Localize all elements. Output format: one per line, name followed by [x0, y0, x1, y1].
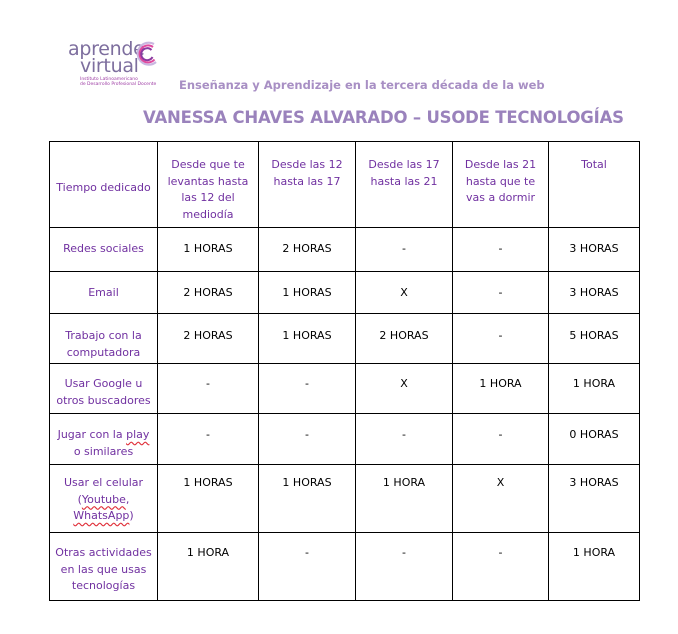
row-label — [50, 465, 158, 533]
spellcheck-word: WhatsApp — [73, 509, 130, 522]
table-cell: 1 HORA — [549, 533, 640, 601]
row-label-part: Usar el celular ( — [63, 476, 144, 506]
table-cell: 3 HORAS — [549, 228, 640, 272]
table-row — [50, 228, 640, 272]
table-cell: 1 HORAS — [158, 228, 259, 272]
spellcheck-word: Youtube — [81, 492, 126, 506]
page-subtitle: Enseñanza y Aprendizaje en la tercera década de la web — [179, 78, 545, 92]
logo-swirl-icon — [132, 40, 160, 70]
table-cell: 2 HORAS — [158, 314, 259, 364]
table-cell: 1 HORAS — [259, 465, 356, 533]
table-cell: X — [356, 272, 453, 314]
row-label: Usar Google u otros buscadores — [50, 364, 158, 414]
table-cell: - — [259, 364, 356, 414]
page-title: VANESSA CHAVES ALVARADO – USODE TECNOLOGÍAS — [143, 108, 624, 127]
table-cell: 3 HORAS — [549, 272, 640, 314]
table-cell: 1 HORA — [549, 364, 640, 414]
logo-subtext-line2: de Desarrollo Profesional Docente — [80, 82, 157, 87]
header-time-dedicated: Tiempo dedicado — [50, 142, 158, 228]
row-label-part: o similares — [73, 444, 134, 458]
row-label: Otras actividades en las que usas tecnologías — [50, 533, 158, 601]
header-afternoon: Desde las 12 hasta las 17 — [259, 142, 356, 228]
table-cell: - — [356, 414, 453, 465]
row-label-part: ) — [129, 509, 134, 522]
table-row — [50, 465, 640, 533]
table-cell: - — [356, 533, 453, 601]
table-cell: - — [259, 533, 356, 601]
row-label: Redes sociales — [50, 228, 158, 272]
table-cell: 2 HORAS — [158, 272, 259, 314]
table-cell: 5 HORAS — [549, 314, 640, 364]
table-cell: 1 HORA — [453, 364, 549, 414]
table-row — [50, 364, 640, 414]
table-header-row — [50, 142, 640, 228]
table-cell: X — [356, 364, 453, 414]
table-cell: - — [453, 533, 549, 601]
table-cell: - — [158, 414, 259, 465]
table-cell: 0 HORAS — [549, 414, 640, 465]
table-cell: 1 HORA — [158, 533, 259, 601]
table-cell: 2 HORAS — [356, 314, 453, 364]
table-cell: - — [356, 228, 453, 272]
table-cell: 1 HORA — [356, 465, 453, 533]
row-label-part: Jugar con la — [57, 428, 127, 441]
header-evening: Desde las 17 hasta las 21 — [356, 142, 453, 228]
row-label: Trabajo con la computadora — [50, 314, 158, 364]
table-cell: - — [453, 272, 549, 314]
table-cell: X — [453, 465, 549, 533]
logo-word-aprende: aprende — [68, 38, 145, 60]
table-cell: 1 HORAS — [259, 314, 356, 364]
spellcheck-word: play — [126, 428, 150, 441]
logo-word-virtual: virtual — [80, 55, 139, 77]
header-night: Desde las 21 hasta que te vas a dormir — [453, 142, 549, 228]
table-row — [50, 272, 640, 314]
row-label-part: , — [125, 492, 130, 506]
header-total: Total — [549, 142, 640, 228]
table-cell: 3 HORAS — [549, 465, 640, 533]
table-cell: - — [453, 414, 549, 465]
row-label: Email — [50, 272, 158, 314]
table-cell: - — [259, 414, 356, 465]
technology-usage-table — [49, 141, 640, 601]
table-cell: 2 HORAS — [259, 228, 356, 272]
table-cell: - — [453, 228, 549, 272]
table-cell: - — [453, 314, 549, 364]
header-morning: Desde que te levantas hasta las 12 del mediodía — [158, 142, 259, 228]
table-row — [50, 533, 640, 601]
table-cell: - — [158, 364, 259, 414]
table-cell: 1 HORAS — [158, 465, 259, 533]
table-row — [50, 414, 640, 465]
table-cell: 1 HORAS — [259, 272, 356, 314]
logo-subtext-line1: Instituto Latinoamericano — [80, 77, 138, 82]
row-label — [50, 414, 158, 465]
aprende-virtual-logo — [64, 40, 174, 92]
table-row — [50, 314, 640, 364]
